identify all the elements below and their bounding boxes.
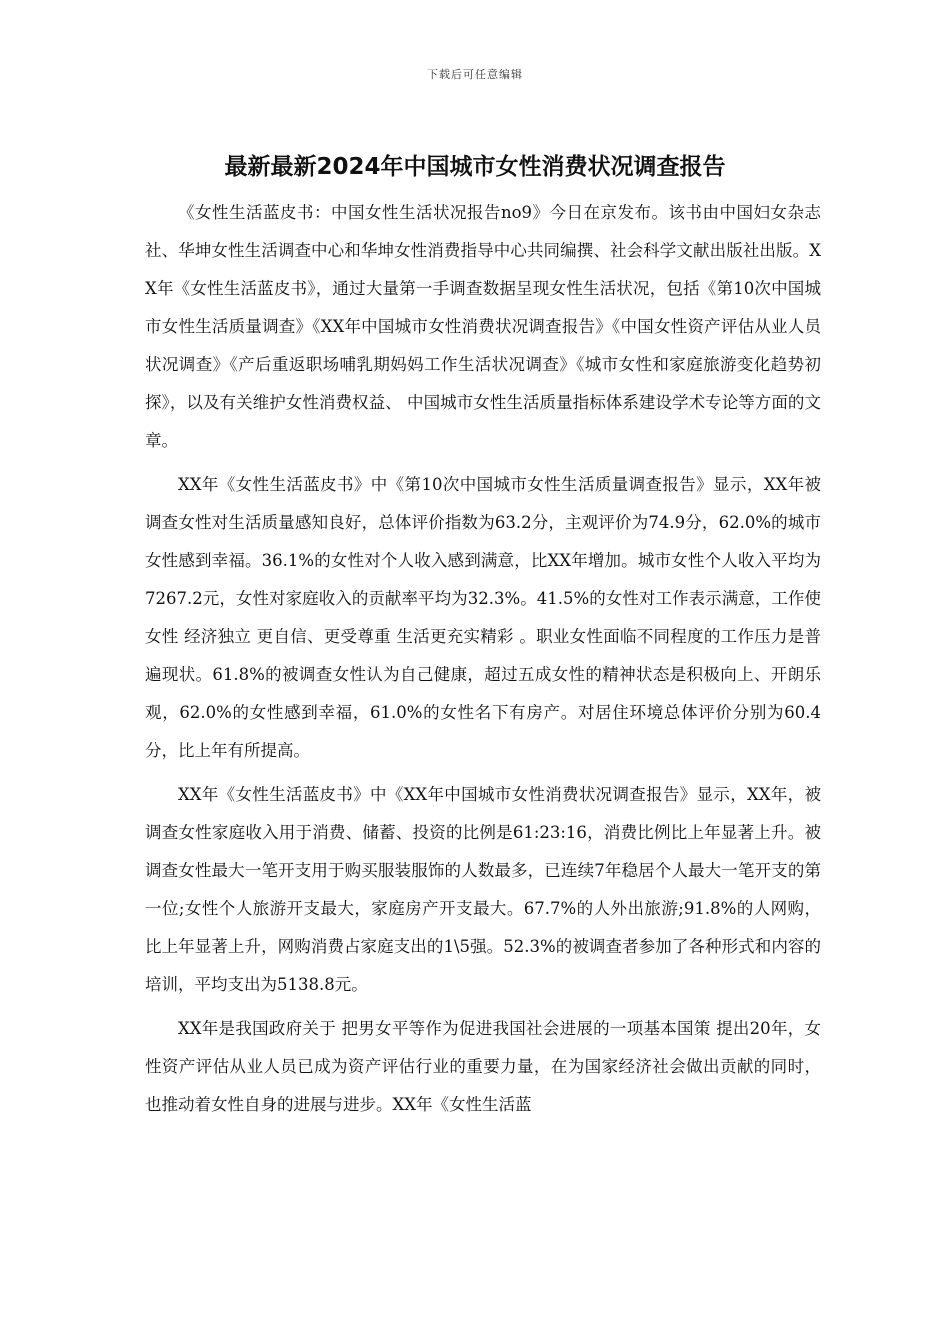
paragraph-4: XX年是我国政府关于 把男女平等作为促进我国社会进展的一项基本国策 提出20年，女性资产评估从业人员已成为资产评估行业的重要力量，在为国家经济社会做出贡献的同时，也推动着女性自身的进展与进步。XX年《女性生活蓝: [145, 1019, 821, 1114]
paragraph-1: 《女性生活蓝皮书：中国女性生活状况报告no9》今日在京发布。该书由中国妇女杂志社、华坤女性生活调查中心和华坤女性消费指导中心共同编撰、社会科学文献出版社出版。XX年《女性生活蓝皮书》，通过大量第一手调查数据呈现女性生活状况，包括《第10次中国城市女性生活质量调查》《XX年中国城市女性消费状况调查报告》《中国女性资产评估从业人员状况调查》《产后重返职场哺乳期妈妈工作生活状况调查》《城市女性和家庭旅游变化趋势初探》，以及有关维护女性消费权益、 中国城市女性生活质量指标体系建设学术专论等方面的文章。: [145, 203, 821, 450]
document-body: [145, 194, 821, 1130]
paragraph-2: XX年《女性生活蓝皮书》中《第10次中国城市女性生活质量调查报告》显示，XX年被调查女性对生活质量感知良好，总体评价指数为63.2分，主观评价为74.9分，62.0%的城市女性感到幸福。36.1%的女性对个人收入感到满意，比XX年增加。城市女性个人收入平均为7267.2元，女性对家庭收入的贡献率平均为32.3%。41.5%的女性对工作表示满意，工作使女性 经济独立 更自信、更受尊重 生活更充实精彩 。职业女性面临不同程度的工作压力是普遍现状。61.8%的被调查女性认为自己健康，超过五成女性的精神状态是积极向上、开朗乐观，62.0%的女性感到幸福，61.0%的女性名下有房产。对居住环境总体评价分别为60.4分，比上年有所提高。: [145, 475, 821, 760]
paragraph-3: XX年《女性生活蓝皮书》中《XX年中国城市女性消费状况调查报告》显示，XX年，被调查女性家庭收入用于消费、储蓄、投资的比例是61:23:16，消费比例比上年显著上升。被调查女性最大一笔开支用于购买服装服饰的人数最多，已连续7年稳居个人最大一笔开支的第一位;女性个人旅游开支最大，家庭房产开支最大。67.7%的人外出旅游;91.8%的人网购，比上年显著上升，网购消费占家庭支出的1\5强。52.3%的被调查者参加了各种形式和内容的培训，平均支出为5138.8元。: [145, 785, 821, 994]
header-note: 下载后可任意编辑: [427, 68, 523, 81]
document-title: 最新最新2024年中国城市女性消费状况调查报告: [224, 154, 726, 180]
